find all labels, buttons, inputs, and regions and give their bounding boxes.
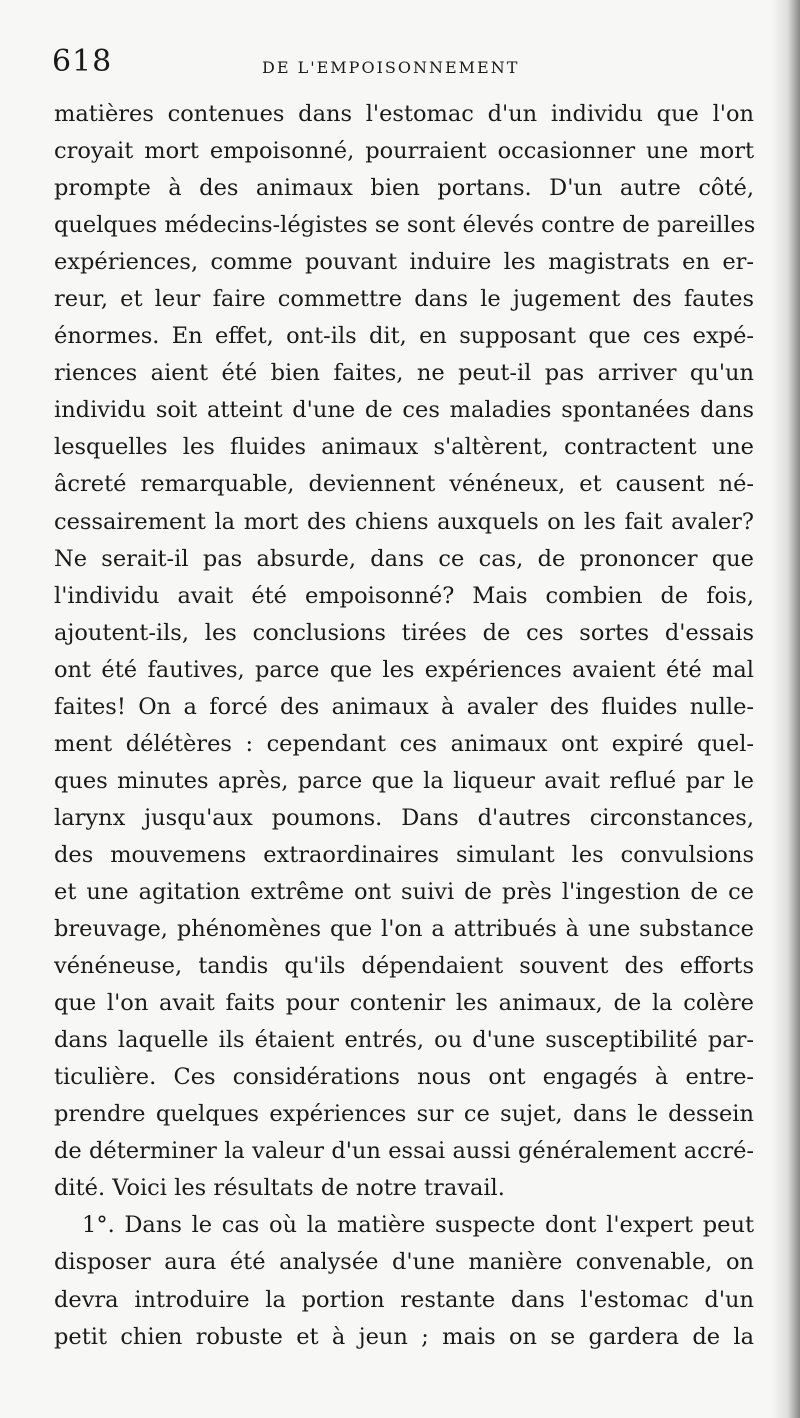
- text-line: prompte à des animaux bien portans. D'un autre côté,: [54, 175, 754, 202]
- text-line: individu soit atteint d'une de ces maladies spontanées dans: [54, 397, 754, 424]
- text-line: Ne serait-il pas absurde, dans ce cas, de prononcer que: [54, 545, 754, 572]
- text-line: énormes. En effet, ont-ils dit, en supposant que ces expé-: [54, 323, 754, 350]
- text-line: croyait mort empoisonné, pourraient occasionner une mort: [54, 138, 754, 165]
- text-line-paragraph-end: dité. Voici les résultats de notre travail.: [54, 1175, 505, 1202]
- text-line: expériences, comme pouvant induire les magistrats en er-: [54, 249, 754, 276]
- page-header: [52, 44, 752, 84]
- text-line: ont été fautives, parce que les expériences avaient été mal: [54, 656, 754, 683]
- text-line: de déterminer la valeur d'un essai aussi généralement accré-: [54, 1138, 754, 1165]
- text-line: matières contenues dans l'estomac d'un individu que l'on: [54, 101, 754, 127]
- text-line: riences aient été bien faites, ne peut-il pas arriver qu'un: [54, 360, 754, 387]
- text-line: cessairement la mort des chiens auxquels on les fait avaler?: [54, 508, 754, 535]
- text-line: ment délétères : cependant ces animaux ont expiré quel-: [54, 730, 754, 757]
- text-line: ques minutes après, parce que la liqueur avait reflué par le: [54, 767, 754, 794]
- text-line: disposer aura été analysée d'une manière convenable, on: [54, 1249, 754, 1276]
- text-line: ticulière. Ces considérations nous ont engagés à entre-: [54, 1064, 754, 1091]
- text-line: faites! On a forcé des animaux à avaler des fluides nulle-: [54, 693, 754, 720]
- text-line: l'individu avait été empoisonné? Mais combien de fois,: [54, 582, 754, 609]
- text-line: ajoutent-ils, les conclusions tirées de ces sortes d'essais: [54, 619, 754, 646]
- text-line: que l'on avait faits pour contenir les animaux, de la colère: [54, 990, 754, 1017]
- text-line: quelques médecins-légistes se sont élevés contre de pareilles: [54, 212, 756, 239]
- text-line: devra introduire la portion restante dans l'estomac d'un: [54, 1286, 754, 1313]
- text-line: lesquelles les fluides animaux s'altèrent, contractent une: [54, 434, 754, 461]
- text-line: dans laquelle ils étaient entrés, ou d'une susceptibilité par-: [54, 1027, 754, 1054]
- text-line: petit chien robuste et à jeun ; mais on se gardera de la: [54, 1323, 754, 1350]
- page-edge-shadow: [772, 0, 800, 1418]
- text-line: reur, et leur faire commettre dans le jugement des fautes: [54, 286, 754, 313]
- text-line: âcreté remarquable, deviennent vénéneux, et causent né-: [54, 471, 754, 498]
- running-head: DE L'EMPOISONNEMENT: [262, 58, 520, 77]
- body-text: [54, 96, 754, 1356]
- text-line: des mouvemens extraordinaires simulant les convulsions: [54, 841, 754, 868]
- text-line: prendre quelques expériences sur ce sujet, dans le dessein: [54, 1101, 754, 1128]
- text-line: larynx jusqu'aux poumons. Dans d'autres circonstances,: [54, 804, 754, 831]
- text-line: breuvage, phénomènes que l'on a attribués à une substance: [54, 916, 754, 943]
- text-line-paragraph-start: 1°. Dans le cas où la matière suspecte dont l'expert peut: [82, 1212, 754, 1239]
- text-line: et une agitation extrême ont suivi de près l'ingestion de ce: [54, 878, 754, 905]
- page-number: 618: [52, 44, 113, 79]
- text-line: vénéneuse, tandis qu'ils dépendaient souvent des efforts: [54, 953, 754, 980]
